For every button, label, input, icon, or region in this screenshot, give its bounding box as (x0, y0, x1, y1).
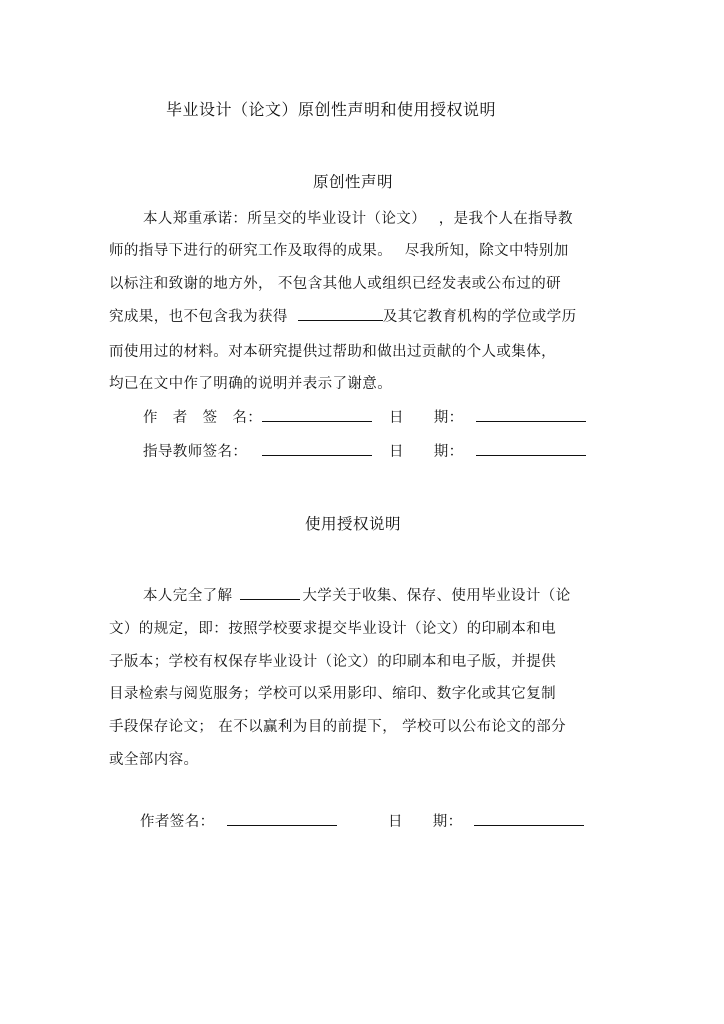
university-blank (240, 585, 300, 600)
advisor-signature-line[interactable] (262, 455, 372, 456)
authorization-line-1-post: 大学关于收集、保存、使用毕业设计（论 (302, 588, 571, 604)
originality-line-4-text: 究成果，也不包含我为获得 (109, 309, 288, 325)
author-signature-line[interactable] (262, 421, 372, 422)
author-signature-label: 作 者 签 名： (143, 410, 263, 426)
date-line-2[interactable] (476, 455, 586, 456)
date-label-2: 日 期： (389, 444, 464, 460)
authorization-line-1 (143, 584, 571, 605)
authorization-author-signature-line[interactable] (227, 825, 337, 826)
originality-line-3: 以标注和致谢的地方外， 不包含其他人或组织已经发表或公布过的研 (109, 276, 562, 292)
authorization-date-label: 日 期： (388, 814, 463, 830)
authorization-line-5: 手段保存论文； 在不以赢利为目的前提下， 学校可以公布论文的部分 (109, 719, 567, 735)
originality-line-5: 而使用过的材料。对本研究提供过帮助和做出过贡献的个人或集体， (109, 344, 556, 360)
institution-blank (298, 306, 383, 321)
advisor-signature-label: 指导教师签名： (143, 444, 248, 460)
authorization-date-line[interactable] (474, 825, 584, 826)
authorization-line-2: 文）的规定，即：按照学校要求提交毕业设计（论文）的印刷本和电 (109, 621, 556, 637)
originality-heading: 原创性声明 (313, 173, 394, 191)
originality-line-4-tail: 及其它教育机构的学位或学历 (382, 309, 577, 325)
originality-line-4 (109, 305, 577, 326)
originality-line-1: 本人郑重承诺：所呈交的毕业设计（论文） ，是我个人在指导教 (143, 211, 573, 227)
date-line-1[interactable] (476, 421, 586, 422)
authorization-line-3: 子版本；学校有权保存毕业设计（论文）的印刷本和电子版，并提供 (109, 654, 556, 670)
originality-line-6: 均已在文中作了明确的说明并表示了谢意。 (109, 376, 393, 392)
document-title: 毕业设计（论文）原创性声明和使用授权说明 (166, 100, 497, 119)
originality-line-2: 师的指导下进行的研究工作及取得的成果。 尽我所知，除文中特别加 (109, 243, 569, 259)
authorization-heading: 使用授权说明 (305, 515, 402, 533)
authorization-line-1-pre: 本人完全了解 (143, 588, 233, 604)
date-label-1: 日 期： (389, 410, 464, 426)
authorization-author-signature-label: 作者签名： (140, 814, 215, 830)
authorization-line-4: 目录检索与阅览服务；学校可以采用影印、缩印、数字化或其它复制 (109, 686, 556, 702)
authorization-line-6: 或全部内容。 (109, 752, 199, 768)
